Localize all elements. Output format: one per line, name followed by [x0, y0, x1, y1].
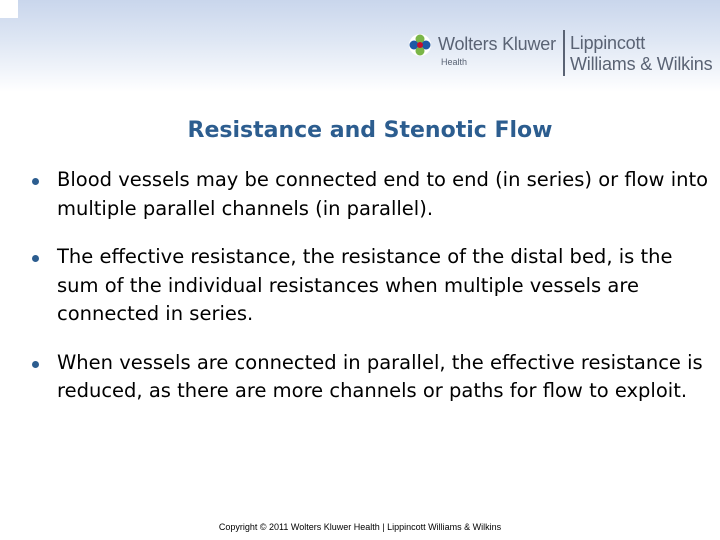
logo-imprint-line-2: Williams & Wilkins — [570, 54, 713, 74]
bullet-item — [30, 166, 710, 223]
corner-square — [0, 0, 18, 18]
bullet-text: The effective resistance, the resistance of the distal bed, is the sum of the individual resistances when multiple vessels are connected in series. — [57, 245, 673, 325]
logo-imprint-line-1: Lippincott — [570, 33, 646, 53]
logo-divider — [563, 30, 565, 76]
copyright-footer: Copyright © 2011 Wolters Kluwer Health | Lippincott Williams & Wilkins — [218, 522, 502, 532]
bullet-item — [30, 243, 710, 329]
bullet-marker-icon — [32, 178, 39, 185]
logo-company-name: Wolters Kluwer — [438, 34, 556, 54]
bullet-marker-icon — [32, 361, 39, 368]
bullet-text: When vessels are connected in parallel, the effective resistance is reduced, as there are more channels or paths for flow to exploit. — [57, 350, 703, 402]
bullet-item — [30, 349, 710, 406]
bullet-text: Blood vessels may be connected end to end (in series) or flow into multiple parallel channels (in parallel). — [57, 168, 709, 220]
publisher-logo — [408, 28, 718, 84]
bullet-marker-icon — [32, 255, 39, 262]
bullet-list — [30, 166, 710, 426]
logo-division-name: Health — [441, 57, 468, 67]
wolters-kluwer-logo-icon — [408, 33, 432, 57]
slide-title: Resistance and Stenotic Flow — [187, 118, 553, 143]
